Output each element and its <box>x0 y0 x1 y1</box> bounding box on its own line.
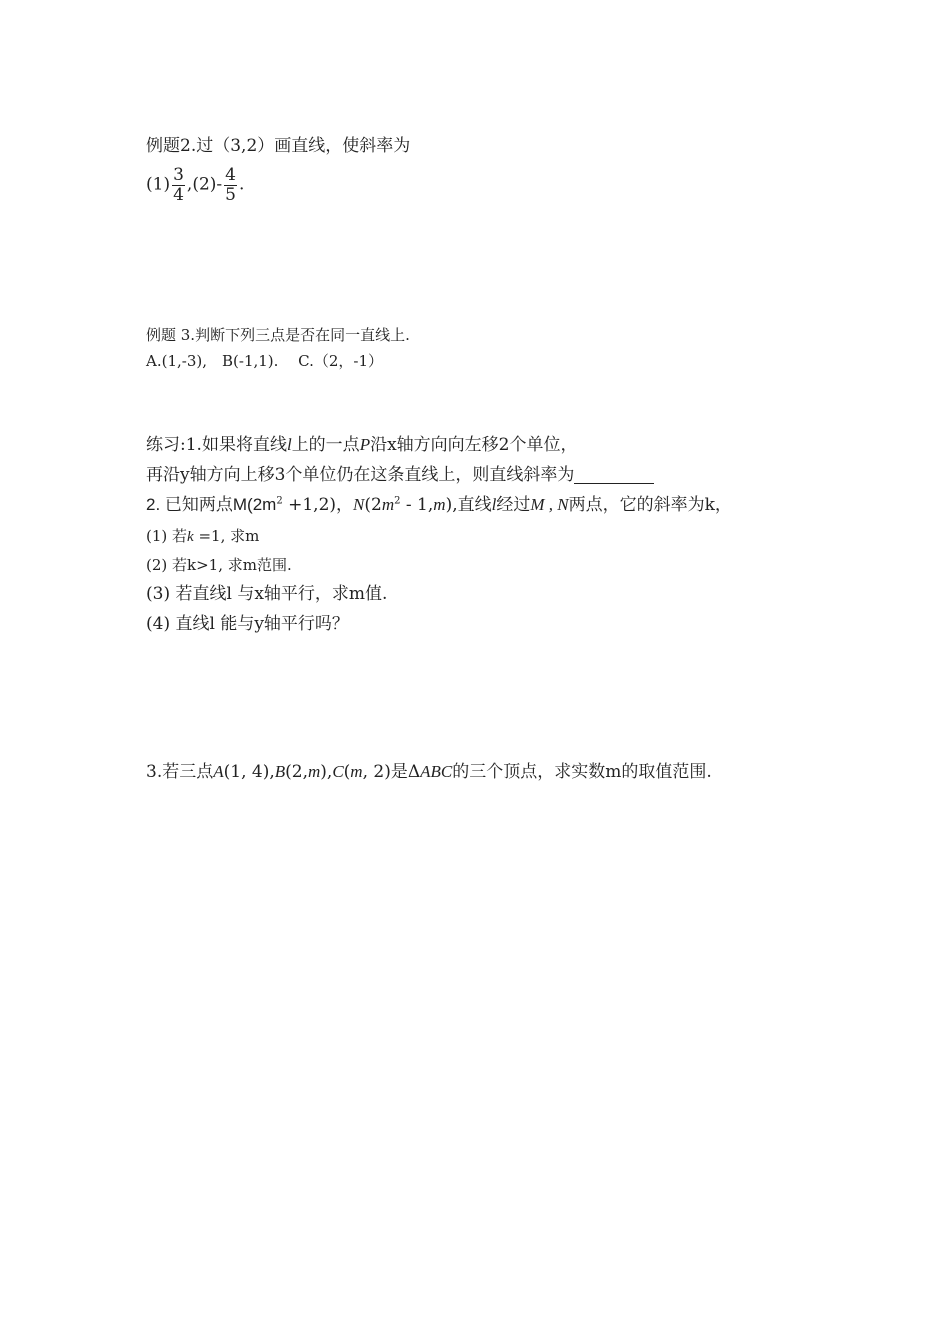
fraction-three-quarters: $\frac{3}{4}$ <box>173 165 184 205</box>
practice-q2-stem: 2. 已知两点$M(2m^2 +1,2)$，$N(2m^2 - 1,m)$,直线l经过M , N两点，它的斜率为k， <box>146 495 732 515</box>
practice-q2-sub3: (3) 若直线l 与x轴平行，求m值. <box>146 584 388 604</box>
fraction-four-fifths: $\frac{4}{5}$ <box>225 165 236 205</box>
example3-points: A.(1,-3), B(-1,1). C.（2，-1） <box>146 352 384 370</box>
practice-q2-sub4: (4) 直线l 能与y轴平行吗？ <box>146 614 349 634</box>
question3: 3.若三点A(1, 4),B(2,m),C(m, 2)是ΔABC的三个顶点，求实数m的取值范围. <box>146 762 712 782</box>
practice-q1-line1: 练习:1.如果将直线l上的一点P沿x轴方向向左移2个单位， <box>146 435 578 455</box>
practice-q2-sub1: (1) 若k =1, 求m <box>146 527 260 545</box>
example2-title: 例题2.过（3,2）画直线，使斜率为 <box>146 136 411 156</box>
example3-title: 例题 3.判断下列三点是否在同一直线上. <box>146 326 410 344</box>
answer-blank <box>574 466 654 484</box>
practice-q2-sub2: (2) 若k>1, 求m范围. <box>146 556 292 574</box>
practice-q1-line2: 再沿y轴方向上移3个单位仍在这条直线上，则直线斜率为 <box>146 466 654 484</box>
example2-slopes: (1) $\frac{3}{4}$ ,(2)- $\frac{4}{5}$ . <box>146 165 245 205</box>
